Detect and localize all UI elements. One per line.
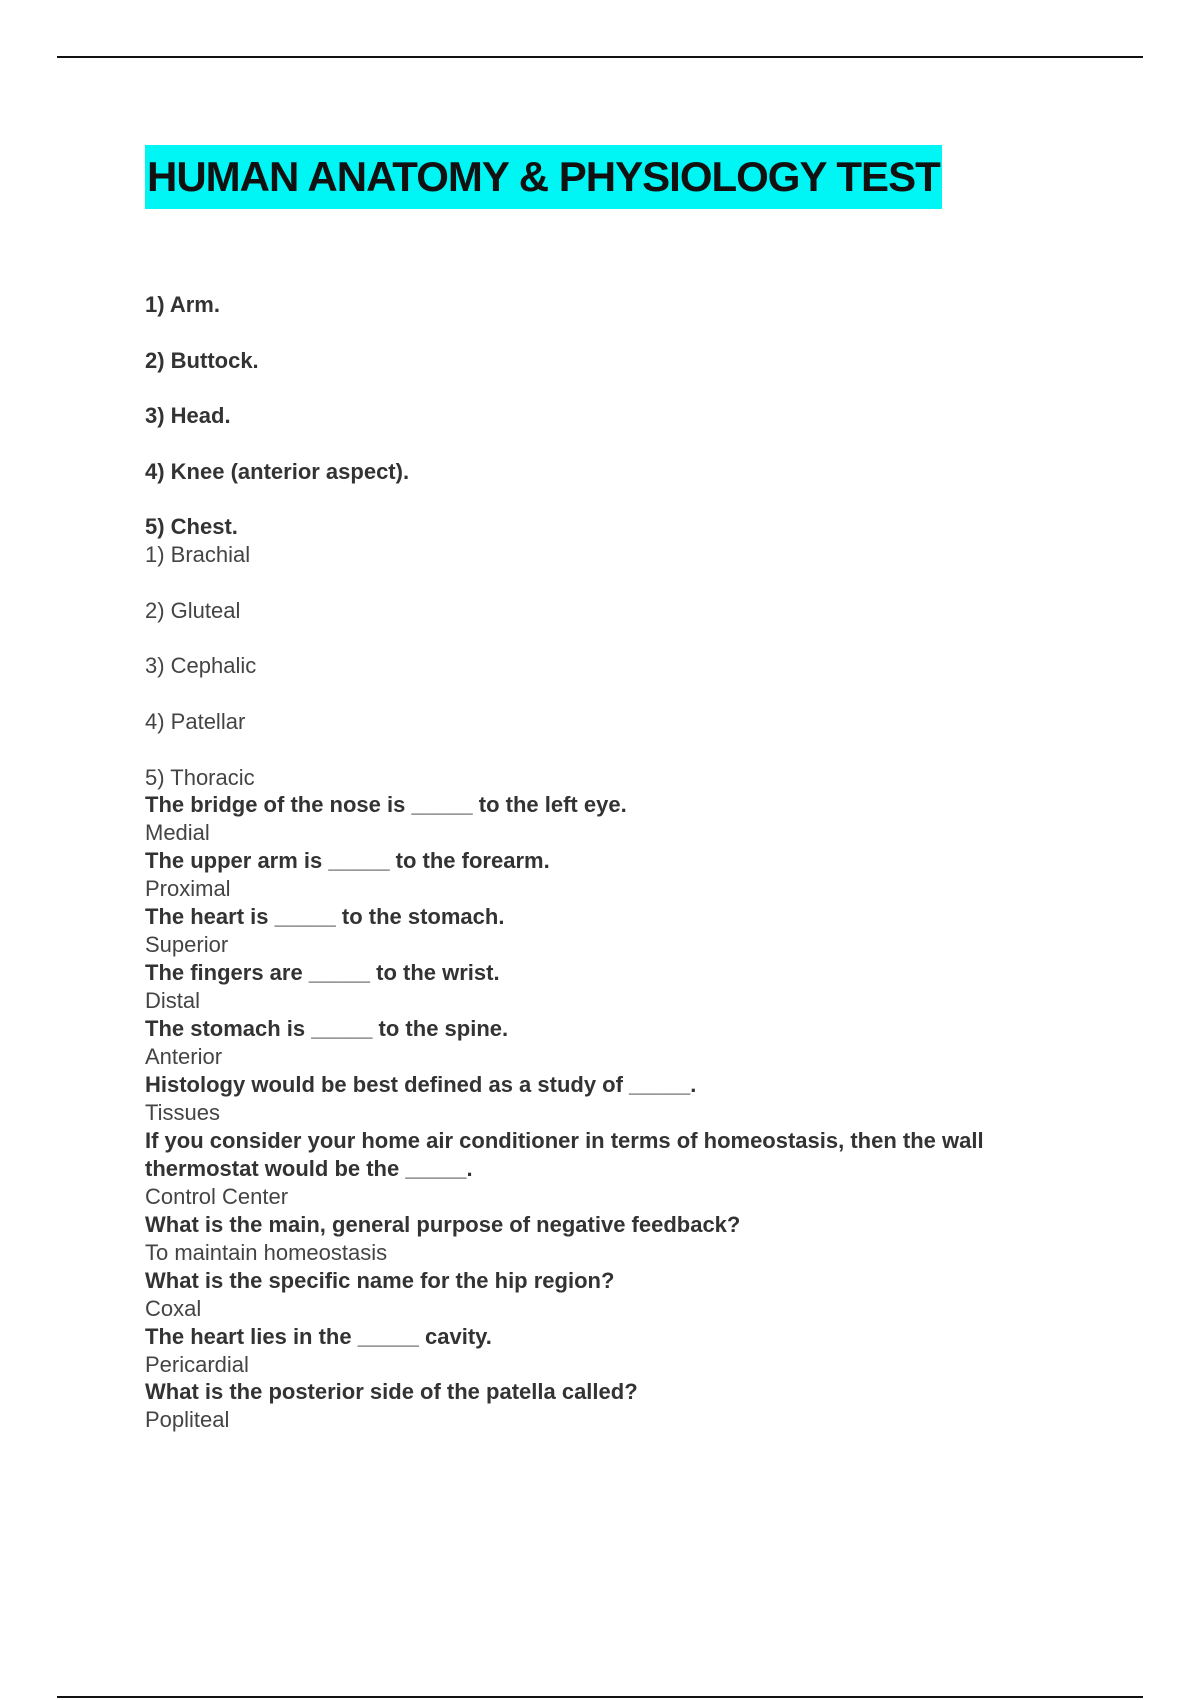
region-answer: 1) Brachial xyxy=(145,542,251,567)
header-rule xyxy=(57,56,1143,58)
page-title: HUMAN ANATOMY & PHYSIOLOGY TEST xyxy=(145,145,942,209)
answer: To maintain homeostasis xyxy=(145,1240,388,1265)
question: The stomach is _____ to the spine. xyxy=(145,1016,509,1041)
answer: Popliteal xyxy=(145,1407,230,1432)
answer: Pericardial xyxy=(145,1352,249,1377)
question: The heart lies in the _____ cavity. xyxy=(145,1324,492,1349)
question: What is the posterior side of the patella called? xyxy=(145,1379,638,1404)
answer: Distal xyxy=(145,988,201,1013)
region-item: 1) Arm. xyxy=(145,292,220,317)
footer-rule xyxy=(57,1696,1143,1698)
region-item: 2) Buttock. xyxy=(145,348,259,373)
answer: Superior xyxy=(145,932,229,957)
question: The upper arm is _____ to the forearm. xyxy=(145,848,550,873)
answer: Anterior xyxy=(145,1044,223,1069)
question: Histology would be best defined as a study of _____. xyxy=(145,1072,697,1097)
answer: Medial xyxy=(145,820,210,845)
question: The fingers are _____ to the wrist. xyxy=(145,960,500,985)
region-item: 4) Knee (anterior aspect). xyxy=(145,459,410,484)
question: The bridge of the nose is _____ to the left eye. xyxy=(145,792,627,817)
answer: Tissues xyxy=(145,1100,220,1125)
question: What is the specific name for the hip region? xyxy=(145,1268,615,1293)
region-answer: 3) Cephalic xyxy=(145,653,257,678)
answer: Control Center xyxy=(145,1184,289,1209)
region-answer: 5) Thoracic xyxy=(145,765,255,790)
question: If you consider your home air conditioner in terms of homeostasis, then the wall thermostat would be the _____. xyxy=(145,1128,984,1181)
region-answer: 4) Patellar xyxy=(145,709,246,734)
question: What is the main, general purpose of negative feedback? xyxy=(145,1212,741,1237)
answer: Coxal xyxy=(145,1296,202,1321)
region-item: 3) Head. xyxy=(145,403,231,428)
answer: Proximal xyxy=(145,876,231,901)
question: The heart is _____ to the stomach. xyxy=(145,904,505,929)
region-item: 5) Chest. xyxy=(145,514,238,539)
region-answer: 2) Gluteal xyxy=(145,598,241,623)
